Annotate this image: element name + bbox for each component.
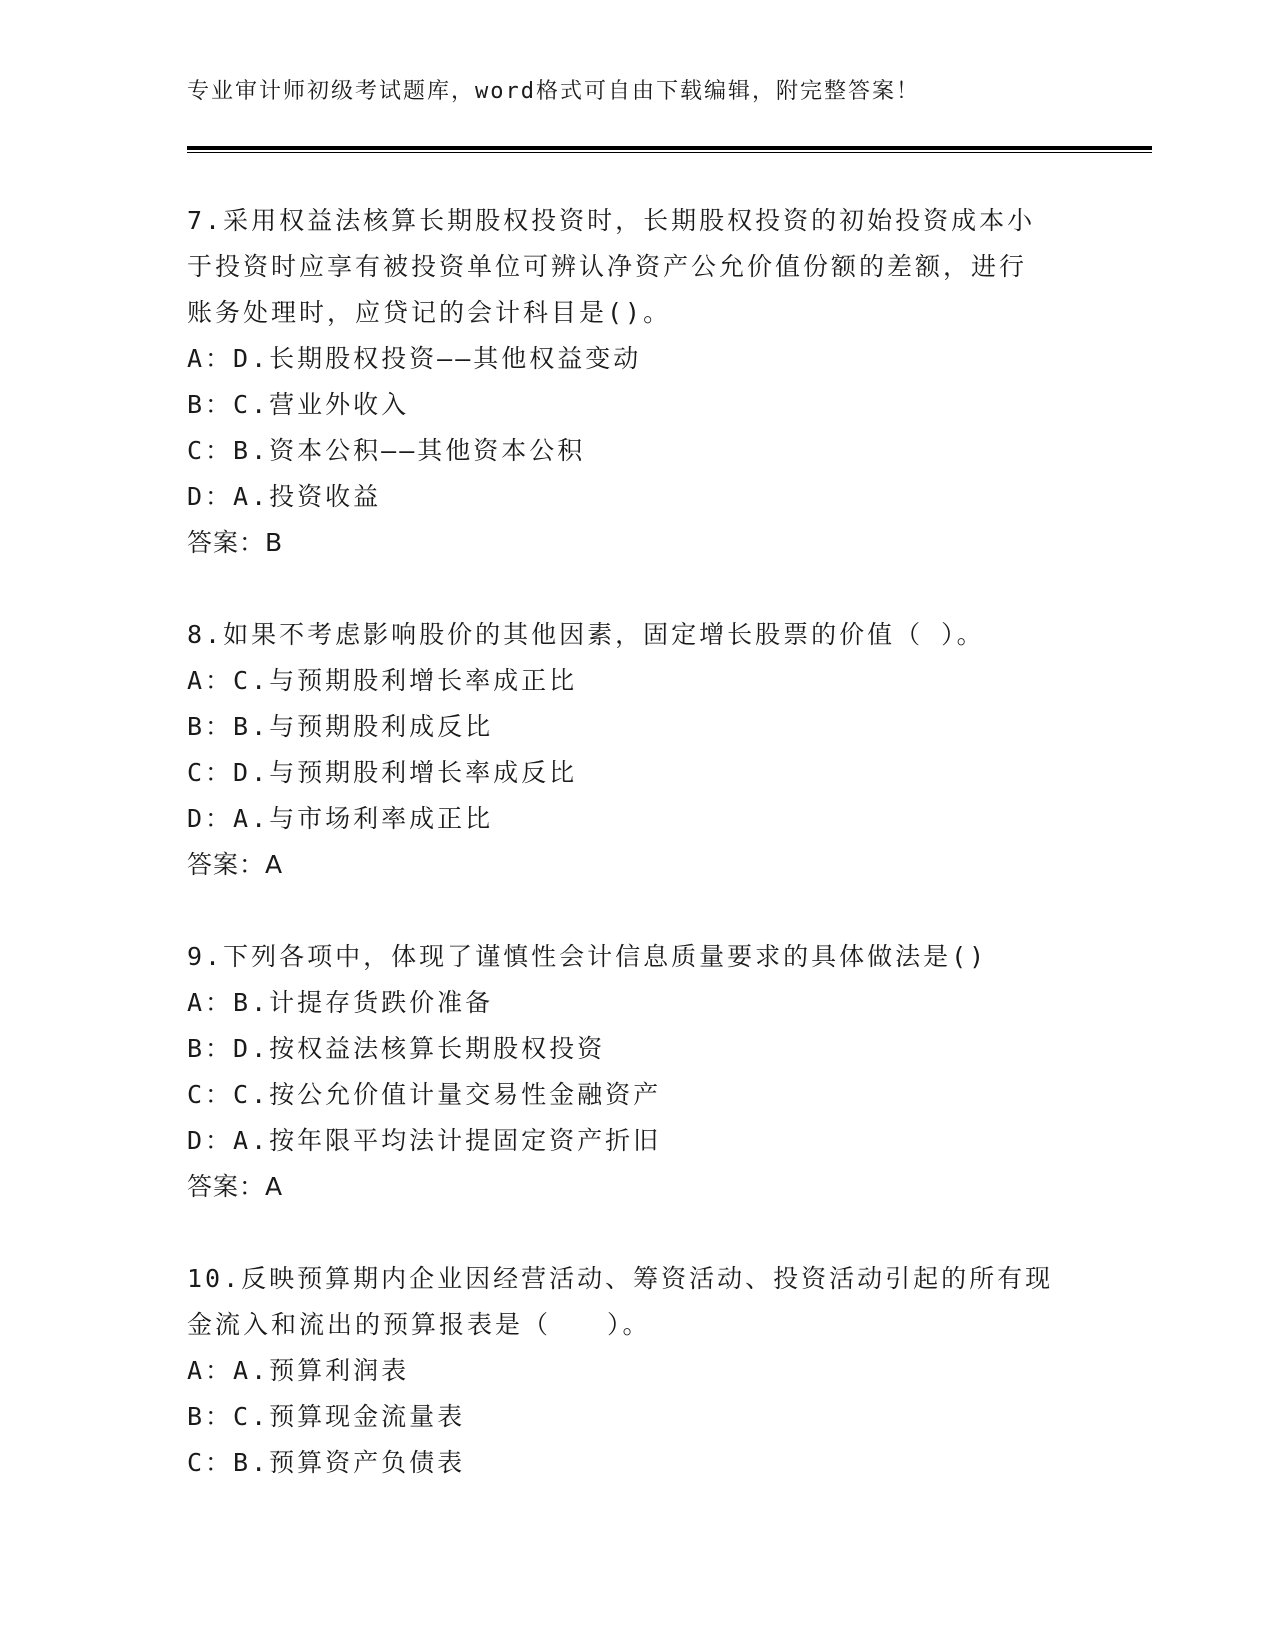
- question-9: [187, 934, 1087, 1210]
- option-a: A：D.长期股权投资——其他权益变动: [187, 344, 642, 373]
- question-7: [187, 198, 1087, 566]
- header-rule-thin: [187, 152, 1152, 153]
- question-stem-line: 8.如果不考虑影响股价的其他因素，固定增长股票的价值（ ）。: [187, 620, 985, 649]
- option-d: D：A.按年限平均法计提固定资产折旧: [187, 1126, 662, 1155]
- answer-label: 答案：A: [187, 850, 284, 879]
- question-stem-line: 于投资时应享有被投资单位可辨认净资产公允价值份额的差额，进行: [187, 252, 1028, 281]
- option-b: B：C.营业外收入: [187, 390, 410, 419]
- option-b: B：C.预算现金流量表: [187, 1402, 466, 1431]
- question-stem-line: 金流入和流出的预算报表是（ ）。: [187, 1310, 651, 1339]
- option-d: D：A.投资收益: [187, 482, 382, 511]
- header-rule-thick: [187, 146, 1152, 150]
- option-d: D：A.与市场利率成正比: [187, 804, 494, 833]
- question-stem-line: 账务处理时，应贷记的会计科目是()。: [187, 298, 672, 327]
- question-10: [187, 1256, 1087, 1486]
- option-c: C：D.与预期股利增长率成反比: [187, 758, 578, 787]
- option-c: C：B.预算资产负债表: [187, 1448, 466, 1477]
- option-a: A：C.与预期股利增长率成正比: [187, 666, 578, 695]
- answer-label: 答案：B: [187, 528, 284, 557]
- question-stem-line: 9.下列各项中，体现了谨慎性会计信息质量要求的具体做法是(): [187, 942, 988, 971]
- option-b: B：D.按权益法核算长期股权投资: [187, 1034, 606, 1063]
- answer-label: 答案：A: [187, 1172, 284, 1201]
- option-c: C：C.按公允价值计量交易性金融资产: [187, 1080, 662, 1109]
- question-list: [187, 198, 1087, 1532]
- option-c: C：B.资本公积——其他资本公积: [187, 436, 586, 465]
- option-b: B：B.与预期股利成反比: [187, 712, 494, 741]
- option-a: A：B.计提存货跌价准备: [187, 988, 494, 1017]
- question-stem-line: 7.采用权益法核算长期股权投资时，长期股权投资的初始投资成本小: [187, 206, 1036, 235]
- question-8: [187, 612, 1087, 888]
- page-header: 专业审计师初级考试题库，word格式可自由下载编辑，附完整答案！: [187, 79, 920, 104]
- option-a: A：A.预算利润表: [187, 1356, 410, 1385]
- question-stem-line: 10.反映预算期内企业因经营活动、筹资活动、投资活动引起的所有现: [187, 1264, 1054, 1293]
